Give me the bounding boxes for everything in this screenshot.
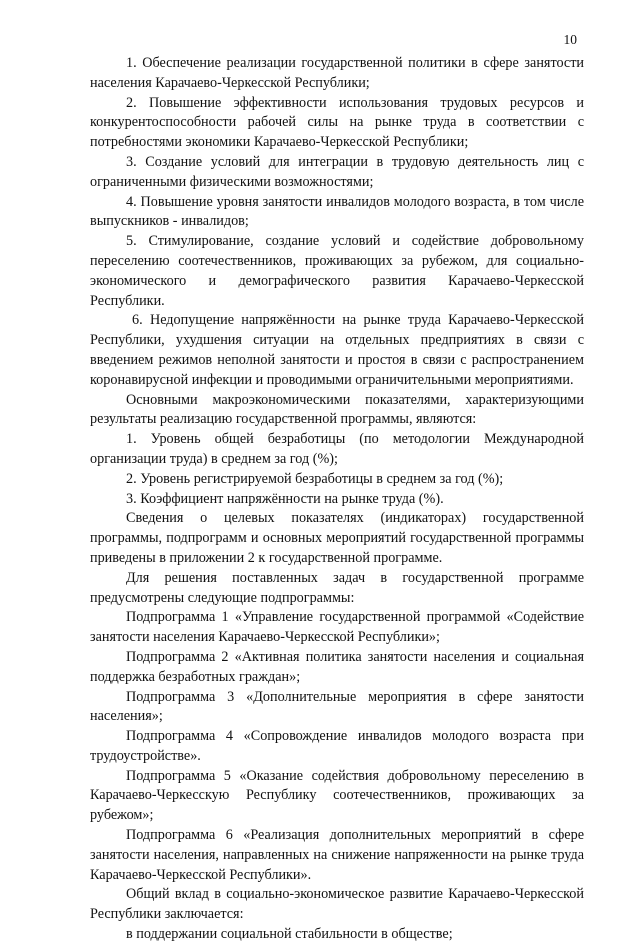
- paragraph-subprogram-3: Подпрограмма 3 «Дополнительные мероприятия в сфере занятости населения»;: [90, 688, 584, 725]
- paragraph-subprogram-2: Подпрограмма 2 «Активная политика занятости населения и социальная поддержка безработных граждан»;: [90, 648, 584, 685]
- paragraph-subprogram-6: Подпрограмма 6 «Реализация дополнительных мероприятий в сфере занятости населения, направленных на снижение напряженности на рынке труда Карачаево-Черкесской Республики».: [90, 827, 584, 883]
- document-body: [90, 54, 584, 945]
- page-number: 10: [563, 32, 577, 47]
- paragraph-goal-1: 1. Обеспечение реализации государственной политики в сфере занятости населения Карачаево-Черкесской Республики;: [90, 55, 584, 91]
- paragraph-targets-info: Сведения о целевых показателях (индикаторах) государственной программы, подпрограмм и основных мероприятий государственной программы приведены в приложении 2 к государственной программе.: [90, 510, 584, 566]
- paragraph-goal-6: 6. Недопущение напряжённости на рынке труда Карачаево-Черкесской Республики, ухудшения ситуации на отдельных предприятиях в связи с введением режимов неполной занятости и простоя в связи с распространением коронавирусной инфекции и проводимыми ограничительными мероприятиями.: [90, 312, 584, 388]
- paragraph-indicators-intro: Основными макроэкономическими показателями, характеризующими результаты реализацию государственной программы, являются:: [90, 391, 584, 428]
- paragraph-subprogram-5: Подпрограмма 5 «Оказание содействия добровольному переселению в Карачаево-Черкесскую Республику соотечественников, проживающих за рубежом»;: [90, 767, 584, 824]
- paragraph-goal-2: 2. Повышение эффективности использования трудовых ресурсов и конкурентоспособности рабочей силы на рынке труда в соответствии с потребностями экономики Карачаево-Черкесской Республики;: [90, 94, 584, 151]
- paragraph-indicator-3: 3. Коэффициент напряжённости на рынке труда (%).: [126, 490, 444, 507]
- paragraph-goal-3: 3. Создание условий для интеграции в трудовую деятельность лиц с ограниченными физическими возможностями;: [90, 153, 584, 190]
- paragraph-goal-5: 5. Стимулирование, создание условий и содействие добровольному переселению соотечественников, проживающих за рубежом, для социально-экономического и демографического развития Карачаево-Черкесской Республики.: [90, 233, 584, 309]
- paragraph-indicator-2: 2. Уровень регистрируемой безработицы в среднем за год (%);: [126, 470, 504, 487]
- paragraph-indicator-1: 1. Уровень общей безработицы (по методологии Международной организации труда) в среднем за год (%);: [90, 431, 584, 467]
- paragraph-subprograms-intro: Для решения поставленных задач в государственной программе предусмотрены следующие подпрограммы:: [90, 569, 584, 606]
- paragraph-goal-4: 4. Повышение уровня занятости инвалидов молодого возраста, в том числе выпускников - инвалидов;: [90, 193, 584, 230]
- paragraph-subprogram-1: Подпрограмма 1 «Управление государственной программой «Содействие занятости населения Карачаево-Черкесской Республики»;: [90, 609, 584, 646]
- paragraph-contribution-1: в поддержании социальной стабильности в обществе;: [126, 926, 453, 943]
- paragraph-subprogram-4: Подпрограмма 4 «Сопровождение инвалидов молодого возраста при трудоустройстве».: [90, 728, 584, 764]
- paragraph-contribution-intro: Общий вклад в социально-экономическое развитие Карачаево-Черкесской Республики заключается:: [90, 886, 584, 923]
